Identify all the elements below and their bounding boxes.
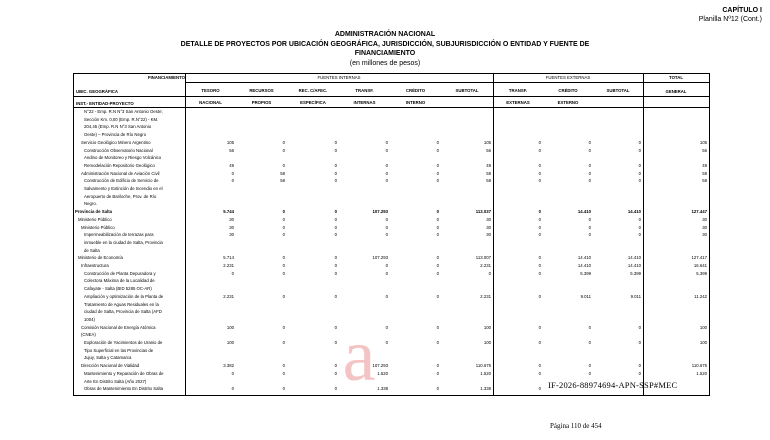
table-row xyxy=(74,348,709,356)
value-cell: 0 xyxy=(538,386,541,392)
value-cell: 58 xyxy=(486,170,491,176)
value-cell: 0 xyxy=(334,263,337,268)
value-cell: 0 xyxy=(385,216,388,222)
table-row xyxy=(74,232,709,240)
fuentes-internas-header: FUENTES INTERNAS xyxy=(317,75,361,80)
column-header-top: REC. C/AFEC. xyxy=(298,88,328,93)
row-label: de Salta xyxy=(84,247,100,253)
table-row xyxy=(74,178,709,186)
value-cell: 0 xyxy=(334,386,337,392)
column-header-top: RECURSOS xyxy=(249,88,274,93)
table-row xyxy=(74,140,709,148)
table-row xyxy=(74,194,709,202)
value-cell: 0 xyxy=(282,263,285,268)
table-row xyxy=(74,271,709,279)
value-cell: 0 xyxy=(638,178,641,184)
value-cell: 0 xyxy=(282,324,285,330)
value-cell: 0 xyxy=(638,216,641,222)
value-cell: 0 xyxy=(638,324,641,330)
value-cell: 58 xyxy=(702,178,707,184)
row-label: N°22 - Emp. R.N N°3 San Antonio Oeste; xyxy=(84,109,163,114)
value-cell: 9.011 xyxy=(630,293,641,299)
table-row xyxy=(74,124,709,132)
units-note: (en millones de pesos) xyxy=(349,59,421,67)
value-cell: 1.338 xyxy=(480,386,491,392)
value-cell: 105 xyxy=(699,139,707,145)
value-cell: 0 xyxy=(282,293,285,299)
value-cell: 0 xyxy=(334,139,337,145)
value-cell: 0 xyxy=(231,170,234,176)
value-cell: 5.714 xyxy=(223,255,234,261)
value-cell: 11.242 xyxy=(694,293,707,299)
value-cell: 30 xyxy=(486,224,491,230)
value-cell: 30 xyxy=(229,224,234,230)
table-row xyxy=(74,155,709,163)
row-label: Provincia de Salta xyxy=(75,209,113,215)
value-cell: 0 xyxy=(538,178,541,184)
value-cell: 0 xyxy=(231,270,234,276)
row-label: Tipo Superficial en las Provincias de xyxy=(84,347,154,353)
value-cell: 0 xyxy=(436,293,439,299)
value-cell: 0 xyxy=(538,340,541,345)
row-label: Construcción de Planta Depuradora y xyxy=(84,270,156,276)
value-cell: 14.410 xyxy=(627,255,641,261)
value-cell: 100 xyxy=(483,324,491,330)
value-cell: 0 xyxy=(638,147,641,153)
title-line-3: FINANCIAMIENTO xyxy=(354,50,416,57)
row-label: Cafayate - Salta (BID 5285 OC-AR) xyxy=(84,286,152,292)
row-label: Ministerio Público xyxy=(78,216,112,222)
table-row xyxy=(74,217,709,225)
value-cell: 0 xyxy=(282,147,285,153)
value-cell: 30 xyxy=(229,232,234,238)
table-row xyxy=(74,163,709,171)
value-cell: 0 xyxy=(385,139,388,145)
column-header-top: SUBTOTAL xyxy=(606,88,630,93)
value-cell: 0 xyxy=(334,324,337,330)
value-cell: 0 xyxy=(436,255,439,261)
table-row xyxy=(74,186,709,194)
value-cell: 0 xyxy=(282,224,285,230)
value-cell: 5.399 xyxy=(630,270,641,276)
value-cell: 0 xyxy=(436,263,439,268)
value-cell: 58 xyxy=(280,170,285,176)
value-cell: 2.231 xyxy=(223,263,234,268)
value-cell: 0 xyxy=(282,270,285,276)
value-cell: 58 xyxy=(486,178,491,184)
value-cell: 49 xyxy=(229,162,234,168)
value-cell: 0 xyxy=(538,370,541,376)
row-label: Tratamiento de Aguas Residuales en la xyxy=(84,301,159,307)
value-cell: 0 xyxy=(538,224,541,230)
value-cell: 0 xyxy=(638,363,641,369)
table-row xyxy=(74,340,709,348)
value-cell: 0 xyxy=(436,232,439,238)
value-cell: 110.675 xyxy=(691,363,707,369)
row-label: Impermeabilización de terrazas para xyxy=(84,232,154,238)
row-label: Jujuy, Salta y Catamarca xyxy=(84,355,132,361)
table-row xyxy=(74,363,709,371)
value-cell: 0 xyxy=(436,386,439,392)
value-cell: 0 xyxy=(538,139,541,145)
table-row xyxy=(74,109,709,117)
value-cell: 56 xyxy=(486,147,491,153)
row-label: Remodelación Repositorio Geológico xyxy=(84,162,155,168)
value-cell: 0 xyxy=(538,162,541,168)
table-row xyxy=(74,332,709,340)
row-label: Ampliación y optimización de la Planta de xyxy=(84,293,164,299)
row-label: Arte En Distrito Salta (Año 2027) xyxy=(84,378,147,384)
value-cell: 0 xyxy=(334,224,337,230)
value-cell: 0 xyxy=(436,178,439,184)
row-label: (CNEA) xyxy=(81,332,96,338)
value-cell: 0 xyxy=(588,363,591,369)
header-rule xyxy=(185,82,709,83)
chapter-label: CAPÍTULO I xyxy=(722,7,762,14)
value-cell: 0 xyxy=(282,139,285,145)
value-cell: 0 xyxy=(588,147,591,153)
value-cell: 56 xyxy=(702,147,707,153)
column-header-bottom: EXTERNO xyxy=(557,100,579,105)
page-header xyxy=(699,6,762,24)
table-row xyxy=(74,132,709,140)
row-label: ciudad de Salta, Provincia de Salta (AFD xyxy=(84,309,162,315)
sheet-label: Planilla Nº12 (Cont.) xyxy=(698,16,762,23)
table-row xyxy=(74,294,709,302)
value-cell: 0 xyxy=(436,324,439,330)
inst-header: INST.- ENTIDAD-PROYECTO xyxy=(76,101,134,106)
value-cell: 2.231 xyxy=(480,293,491,299)
value-cell: 1.520 xyxy=(480,370,491,376)
total-header: TOTAL xyxy=(669,75,683,80)
value-cell: 100 xyxy=(483,340,491,345)
value-cell: 0 xyxy=(538,363,541,369)
table-row xyxy=(74,371,709,379)
value-cell: 110.675 xyxy=(475,363,491,369)
value-cell: 0 xyxy=(638,224,641,230)
value-cell: 5.399 xyxy=(580,270,591,276)
value-cell: 14.410 xyxy=(577,209,591,215)
value-cell: 0 xyxy=(282,255,285,261)
value-cell: 0 xyxy=(334,232,337,238)
value-cell: 14.410 xyxy=(577,255,591,261)
value-cell: 0 xyxy=(334,270,337,276)
value-cell: 1.520 xyxy=(377,370,388,376)
table-row xyxy=(74,255,709,263)
value-cell: 14.410 xyxy=(577,263,591,268)
column-header-top: TRANSF. xyxy=(355,88,374,93)
row-label: inmueble en la ciudad de Salta, Provincia xyxy=(84,239,163,245)
value-cell: 0 xyxy=(385,224,388,230)
value-cell: 0 xyxy=(588,232,591,238)
row-label: Colectora Máxima de la Localidad de xyxy=(84,278,155,284)
value-cell: 113.037 xyxy=(475,209,491,215)
row-label: Ministerio de Economía xyxy=(78,255,123,261)
row-label: Administración Nacional de Aviación Civil xyxy=(81,170,160,176)
row-label: Exploración de Yacimientos de Uranio de xyxy=(84,340,163,345)
row-label: Obras de Mantenimiento En Distrito Salta xyxy=(84,386,164,392)
value-cell: 0 xyxy=(334,293,337,299)
value-cell: 100 xyxy=(699,340,707,345)
table-row xyxy=(74,317,709,325)
value-cell: 0 xyxy=(436,162,439,168)
value-cell: 2.231 xyxy=(480,263,491,268)
value-cell: 0 xyxy=(334,363,337,369)
row-label: Dirección Nacional de Vialidad xyxy=(81,363,140,369)
column-header-top: TRANSF. xyxy=(508,88,528,93)
value-cell: 0 xyxy=(334,216,337,222)
value-cell: 0 xyxy=(231,178,234,184)
table-row xyxy=(74,148,709,156)
table-row xyxy=(74,248,709,256)
value-cell: 0 xyxy=(588,170,591,176)
table-row xyxy=(74,309,709,317)
table-row xyxy=(74,355,709,363)
title-line-1: ADMINISTRACIÓN NACIONAL xyxy=(334,31,436,38)
value-cell: 127.417 xyxy=(691,255,707,261)
value-cell: 0 xyxy=(334,170,337,176)
column-header-bottom: NACIONAL xyxy=(199,100,222,105)
value-cell: 0 xyxy=(638,232,641,238)
row-label: Oeste) – Provincia de Río Negro xyxy=(84,132,147,138)
row-label: 1004) xyxy=(84,316,95,322)
row-label: Infraestructura xyxy=(81,263,109,268)
value-cell: 1.520 xyxy=(696,370,707,376)
value-cell: 0 xyxy=(385,270,388,276)
row-label: Mantenimiento y Reparación de Obras de xyxy=(84,370,164,376)
row-label: Sección Km. 0,00 (Emp. R.N°22) - KM. xyxy=(84,116,159,122)
value-cell: 30 xyxy=(229,216,234,222)
header-rule xyxy=(74,96,709,97)
value-cell: 0 xyxy=(538,170,541,176)
general-header: GENERAL xyxy=(665,89,687,94)
value-cell: 0 xyxy=(638,340,641,345)
value-cell: 105 xyxy=(483,139,491,145)
row-label: 204,45 (Emp. R.N N°3 San Antonio xyxy=(84,124,152,130)
financiamiento-header: FINANCIAMIENTO xyxy=(147,75,185,80)
table-row xyxy=(74,117,709,125)
projects-table xyxy=(73,73,710,396)
row-label: Servicio Geológico Minero Argentino xyxy=(81,139,151,145)
value-cell: 100 xyxy=(699,324,707,330)
column-header-bottom: ESPECÍFICA xyxy=(300,100,326,105)
fuentes-externas-header: FUENTES EXTERNAS xyxy=(545,75,591,80)
value-cell: 0 xyxy=(588,216,591,222)
value-cell: 0 xyxy=(385,340,388,345)
row-label: Construcción Observatorio Nacional xyxy=(84,147,153,153)
value-cell: 113.007 xyxy=(475,255,491,261)
value-cell: 5.744 xyxy=(223,209,234,215)
table-row xyxy=(74,286,709,294)
value-cell: 14.410 xyxy=(627,263,641,268)
value-cell: 107.293 xyxy=(372,363,388,369)
value-cell: 0 xyxy=(436,139,439,145)
value-cell: 0 xyxy=(638,162,641,168)
value-cell: 0 xyxy=(638,370,641,376)
table-row xyxy=(74,171,709,179)
table-row xyxy=(74,278,709,286)
table-row xyxy=(74,201,709,209)
page-number: Página 110 de 454 xyxy=(550,422,602,430)
value-cell: 0 xyxy=(282,363,285,369)
value-cell: 0 xyxy=(282,232,285,238)
value-cell: 0 xyxy=(385,324,388,330)
value-cell: 0 xyxy=(231,386,234,392)
table-row xyxy=(74,240,709,248)
value-cell: 0 xyxy=(436,216,439,222)
value-cell: 0 xyxy=(436,224,439,230)
value-cell: 2.231 xyxy=(223,293,234,299)
value-cell: 5.399 xyxy=(696,270,707,276)
value-cell: 0 xyxy=(282,216,285,222)
table-row xyxy=(74,263,709,271)
value-cell: 14.410 xyxy=(627,209,641,215)
value-cell: 0 xyxy=(538,293,541,299)
value-cell: 127.447 xyxy=(691,209,707,215)
value-cell: 0 xyxy=(436,209,439,215)
column-header-top: SUBTOTAL xyxy=(455,88,479,93)
value-cell: 30 xyxy=(486,232,491,238)
value-cell: 0 xyxy=(488,270,491,276)
table-row xyxy=(74,325,709,333)
ubic-header: UBIC. GEOGRÁFICA xyxy=(76,89,119,94)
value-cell: 100 xyxy=(226,324,234,330)
value-cell: 0 xyxy=(588,340,591,345)
value-cell: 107.293 xyxy=(372,209,388,215)
value-cell: 0 xyxy=(334,178,337,184)
value-cell: 49 xyxy=(702,162,707,168)
value-cell: 0 xyxy=(385,147,388,153)
signature-code: IF-2026-88974694-APN-SSP#MEC xyxy=(548,380,678,390)
value-cell: 0 xyxy=(638,139,641,145)
value-cell: 56 xyxy=(229,147,234,153)
value-cell: 0 xyxy=(334,162,337,168)
row-label: Aeropuerto de Bariloche, Prov. de Río xyxy=(84,193,157,199)
value-cell: 0 xyxy=(282,386,285,392)
value-cell: 0 xyxy=(385,263,388,268)
value-cell: 0 xyxy=(436,147,439,153)
value-cell: 16.641 xyxy=(693,263,707,268)
value-cell: 3.382 xyxy=(223,363,234,369)
value-cell: 0 xyxy=(385,178,388,184)
value-cell: 0 xyxy=(282,340,285,345)
watermark-logo: a xyxy=(342,315,376,397)
table-row xyxy=(74,209,709,217)
value-cell: 49 xyxy=(486,162,491,168)
value-cell: 0 xyxy=(385,162,388,168)
value-cell: 0 xyxy=(588,178,591,184)
value-cell: 0 xyxy=(231,370,234,376)
column-header-top: CRÉDITO xyxy=(405,88,426,93)
value-cell: 0 xyxy=(385,170,388,176)
value-cell: 0 xyxy=(538,209,541,215)
value-cell: 105 xyxy=(226,139,234,145)
row-label: Comisión Nacional de Energía Atómica xyxy=(81,324,156,330)
value-cell: 0 xyxy=(436,363,439,369)
value-cell: 0 xyxy=(538,255,541,261)
value-cell: 0 xyxy=(436,340,439,345)
value-cell: 30 xyxy=(486,216,491,222)
row-label: Andino de Monitoreo y Riesgo Volcánico xyxy=(84,155,162,161)
value-cell: 0 xyxy=(436,170,439,176)
value-cell: 30 xyxy=(702,232,707,238)
value-cell: 0 xyxy=(334,209,337,215)
value-cell: 0 xyxy=(334,255,337,261)
value-cell: 0 xyxy=(638,170,641,176)
row-label: Ministerio Público xyxy=(81,224,115,230)
title-line-2: DETALLE DE PROYECTOS POR UBICACIÓN GEOGRÁFICA, JURISDICCIÓN, SUBJURISDICCIÓN O ENTIDAD Y FUENTE DE xyxy=(180,40,590,48)
value-cell: 0 xyxy=(282,209,285,215)
row-label: Salvamento y Extinción de Incendio en el xyxy=(84,186,163,191)
value-cell: 0 xyxy=(334,340,337,345)
value-cell: 58 xyxy=(702,170,707,176)
value-cell: 0 xyxy=(538,232,541,238)
column-header-top: TESORO xyxy=(201,88,220,93)
value-cell: 0 xyxy=(334,370,337,376)
column-header-bottom: INTERNAS xyxy=(353,100,376,105)
value-cell: 0 xyxy=(538,270,541,276)
value-cell: 100 xyxy=(226,340,234,345)
value-cell: 0 xyxy=(385,232,388,238)
value-cell: 0 xyxy=(538,324,541,330)
value-cell: 58 xyxy=(280,178,285,184)
value-cell: 0 xyxy=(334,147,337,153)
value-cell: 0 xyxy=(282,370,285,376)
value-cell: 0 xyxy=(436,370,439,376)
value-cell: 0 xyxy=(436,270,439,276)
value-cell: 0 xyxy=(282,162,285,168)
value-cell: 9.011 xyxy=(580,293,591,299)
value-cell: 0 xyxy=(385,293,388,299)
value-cell: 107.293 xyxy=(372,255,388,261)
value-cell: 0 xyxy=(538,147,541,153)
value-cell: 0 xyxy=(588,224,591,230)
table-row xyxy=(74,302,709,310)
column-header-bottom: PROPIOS xyxy=(251,100,272,105)
column-header-top: CRÉDITO xyxy=(558,88,578,93)
value-cell: 30 xyxy=(702,216,707,222)
document-titles xyxy=(0,30,770,68)
value-cell: 0 xyxy=(588,370,591,376)
row-label: Negro. xyxy=(84,201,97,207)
header-rule xyxy=(74,107,709,108)
table-row xyxy=(74,225,709,233)
value-cell: 30 xyxy=(702,224,707,230)
value-cell: 0 xyxy=(588,139,591,145)
row-label: Construcción de Edificio de Servicio de xyxy=(84,178,159,184)
value-cell: 1.338 xyxy=(377,386,388,392)
column-header-bottom: EXTERNAS xyxy=(506,100,530,105)
value-cell: 0 xyxy=(538,263,541,268)
column-header-bottom: INTERNO xyxy=(405,100,426,105)
value-cell: 0 xyxy=(538,216,541,222)
value-cell: 0 xyxy=(588,324,591,330)
value-cell: 0 xyxy=(588,162,591,168)
